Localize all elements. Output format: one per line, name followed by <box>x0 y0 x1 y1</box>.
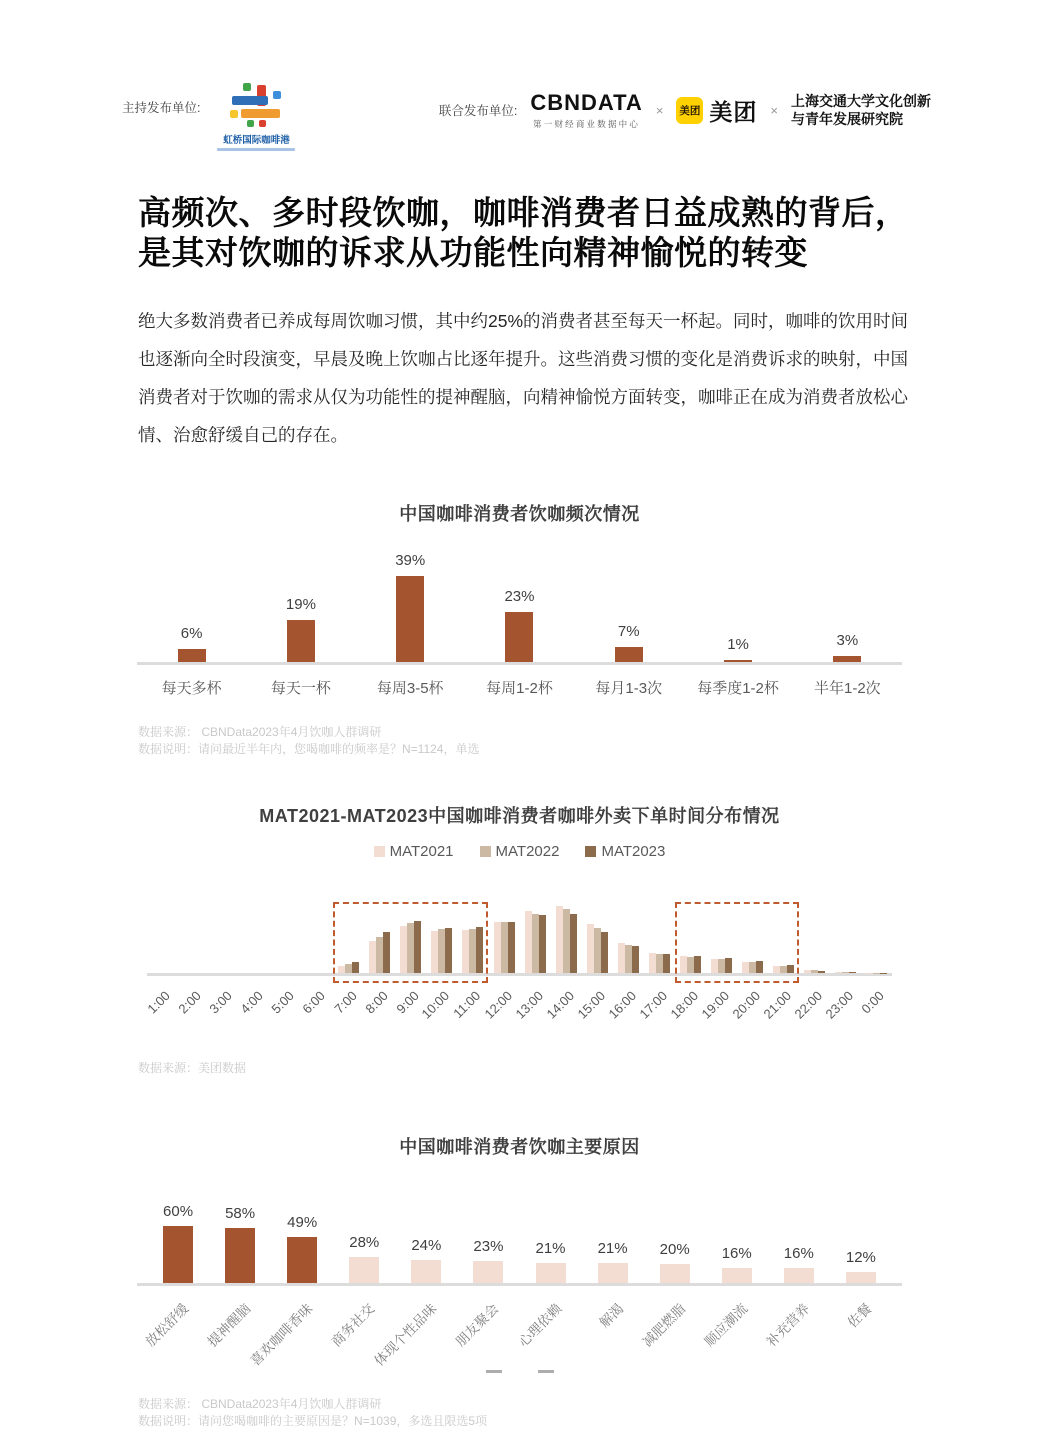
bar-column <box>830 1249 892 1283</box>
legend-swatch <box>585 846 596 857</box>
legend-item <box>585 843 665 860</box>
bar <box>598 1263 628 1283</box>
joint-publisher-block <box>439 82 931 130</box>
logo-green-square <box>243 83 251 91</box>
x-axis-tick <box>142 1290 209 1374</box>
bar <box>570 914 577 973</box>
x-axis-tick <box>206 980 240 1034</box>
bar <box>818 971 825 974</box>
bar <box>508 922 515 974</box>
bar-column <box>271 1214 333 1284</box>
bar <box>532 914 539 974</box>
bar <box>849 972 856 973</box>
chart-frequency-section <box>0 500 1039 758</box>
hongqiao-logo-text: 虹桥国际咖啡港 <box>223 135 290 146</box>
x-axis-label: 23:00 <box>822 988 857 1022</box>
sjtu-institute-logo <box>791 92 931 128</box>
bar <box>842 972 849 973</box>
x-axis-label: 每天多杯 <box>161 680 222 698</box>
x-axis-tick <box>453 1290 519 1374</box>
x-axis-labels <box>142 1290 892 1374</box>
bar <box>804 970 811 973</box>
x-axis-label: 心理依赖 <box>515 1301 564 1350</box>
bar <box>660 1264 690 1283</box>
legend-label: MAT2022 <box>495 843 560 861</box>
highlight-box <box>333 902 488 983</box>
x-axis-label: 9:00 <box>393 988 422 1017</box>
legend-item <box>374 843 454 860</box>
joint-publisher-label: 联合发布单位: <box>438 104 518 118</box>
x-axis-line <box>137 662 902 665</box>
bar-value-label: 58% <box>225 1205 256 1223</box>
bar <box>556 906 563 973</box>
x-axis-label: 13:00 <box>512 988 546 1022</box>
host-publisher-label: 主持发布单位: <box>122 101 201 115</box>
bar <box>835 972 842 973</box>
x-axis-label: 半年1-2次 <box>813 680 881 698</box>
hongqiao-logo-subtext <box>217 148 295 151</box>
bar <box>501 922 508 973</box>
bar <box>722 1268 752 1283</box>
bar-value-label: 23% <box>473 1238 504 1256</box>
chart-notes <box>138 1396 1039 1430</box>
x-axis-label: 朋友聚会 <box>453 1301 502 1350</box>
bar-column <box>574 623 683 662</box>
meituan-wordmark: 美团 <box>709 98 758 125</box>
x-axis-label: 佐餐 <box>844 1301 875 1331</box>
x-axis-label: 21:00 <box>760 988 795 1022</box>
logo-orange-bar <box>241 109 280 118</box>
host-publisher-block <box>122 82 298 151</box>
x-axis-labels <box>137 677 902 698</box>
x-axis-label: 22:00 <box>791 988 826 1022</box>
bar <box>724 660 752 662</box>
x-axis-tick <box>822 980 861 1034</box>
bar-group <box>799 970 830 973</box>
x-axis-label: 6:00 <box>299 988 329 1017</box>
bar-value-label: 49% <box>287 1213 318 1231</box>
x-axis-tick <box>237 980 271 1034</box>
bar-column <box>147 1203 209 1283</box>
chart-title: MAT2021-MAT2023中国咖啡消费者咖啡外卖下单时间分布情况 <box>259 806 780 827</box>
x-axis-tick <box>763 1290 830 1374</box>
x-axis-tick <box>361 980 395 1034</box>
bar-column <box>644 1241 706 1283</box>
data-description-note: 数据说明：请问最近半年内，您喝咖啡的频率是？N=1124，单选 <box>138 742 480 757</box>
bar <box>178 649 206 662</box>
x-axis-label: 10:00 <box>418 988 453 1022</box>
bar-value-label: 6% <box>180 625 203 642</box>
chart-legend <box>0 843 1039 860</box>
bar <box>563 909 570 973</box>
bar <box>656 954 663 973</box>
sjtu-line2: 与青年发展研究院 <box>791 111 903 127</box>
bar-value-label: 39% <box>395 552 426 570</box>
x-axis-label: 20:00 <box>729 988 764 1022</box>
x-axis-tick <box>175 980 209 1034</box>
x-axis-label: 17:00 <box>636 988 670 1022</box>
x-axis-label: 5:00 <box>268 988 298 1017</box>
bar-column <box>246 596 355 662</box>
x-axis-label: 8:00 <box>361 988 391 1017</box>
x-axis-label: 15:00 <box>574 988 608 1022</box>
chart-notes <box>138 724 1039 758</box>
bar-value-label: 21% <box>535 1240 566 1258</box>
logo-green-square <box>247 120 254 127</box>
chart-reasons-section <box>0 1133 1039 1430</box>
bar-value-label: 12% <box>845 1248 876 1266</box>
chart-title: 中国咖啡消费者饮咖主要原因 <box>399 1137 640 1158</box>
legend-swatch <box>374 846 385 857</box>
page-title-line2: 是其对饮咖的诉求从功能性向精神愉悦的转变 <box>138 233 808 271</box>
x-axis-label: 19:00 <box>698 988 732 1022</box>
bar-value-label: 21% <box>597 1240 628 1258</box>
bar <box>225 1228 255 1283</box>
bar <box>473 1261 503 1283</box>
bar-column <box>465 588 574 663</box>
x-axis-label: 喜欢咖啡香味 <box>247 1301 316 1369</box>
x-axis-tick <box>247 1290 333 1374</box>
bar <box>287 620 315 662</box>
page-title <box>138 193 939 272</box>
bar <box>396 576 424 662</box>
page-footer <box>0 1370 1039 1373</box>
sjtu-line1: 上海交通大学文化创新 <box>791 92 931 109</box>
x-axis-label: 3:00 <box>206 988 236 1017</box>
x-separator: × <box>655 102 664 118</box>
bar <box>349 1257 379 1284</box>
bar-group <box>489 922 520 974</box>
bar <box>494 922 501 973</box>
chart-title: 中国咖啡消费者饮咖频次情况 <box>399 504 640 525</box>
x-axis-tick <box>268 980 302 1034</box>
bar <box>505 612 533 663</box>
bar-column <box>457 1238 519 1283</box>
x-axis-label: 16:00 <box>605 988 639 1022</box>
x-axis-label: 18:00 <box>667 988 701 1022</box>
bar <box>632 946 639 973</box>
x-axis-tick <box>299 980 333 1034</box>
bar-column <box>519 1240 581 1283</box>
x-separator: × <box>770 102 778 118</box>
x-axis-tick <box>144 980 178 1034</box>
bar <box>618 943 625 974</box>
bar-column <box>209 1205 271 1283</box>
chart-time-distribution-section <box>0 802 1039 1077</box>
bar-value-label: 7% <box>617 622 640 640</box>
bar-value-label: 28% <box>349 1233 380 1251</box>
bar-group <box>644 953 675 973</box>
legend-label: MAT2023 <box>601 843 666 861</box>
logo-blue-square <box>273 91 281 99</box>
x-axis-label: 2:00 <box>175 988 205 1017</box>
x-axis-tick <box>701 1290 768 1374</box>
x-axis-label: 补充营养 <box>763 1301 813 1350</box>
intro-paragraph: 绝大多数消费者已养成每周饮咖习惯，其中约25%的消费者甚至每天一杯起。同时，咖啡的饮用时间也逐渐向全时段演变，早晨及晚上饮咖占比逐年提升。这些消费习惯的变化是消费诉求的映射，中国消费者对于饮咖的需求从仅为功能性的提神醒脑，向精神愉悦方面转变，咖啡正在成为消费者放松心情、治愈舒缓自己的存在。 <box>138 311 909 446</box>
cbndata-wordmark: CBNDATA <box>530 90 643 115</box>
x-axis-label: 7:00 <box>330 988 360 1017</box>
bar <box>163 1226 193 1283</box>
bar-group <box>613 943 644 974</box>
x-axis-tick <box>515 1290 581 1374</box>
bar <box>525 911 532 973</box>
data-description-note: 数据说明：请问您喝咖啡的主要原因是？N=1039，多选且限选5项 <box>138 1414 488 1429</box>
x-axis-tick <box>582 1290 644 1374</box>
bar-value-label: 16% <box>783 1245 814 1262</box>
x-axis-label: 4:00 <box>237 988 267 1017</box>
bar <box>625 945 632 974</box>
bar-plot-area <box>147 1189 892 1283</box>
bar-column <box>768 1245 830 1283</box>
x-axis-label: 每季度1-2杯 <box>697 680 779 698</box>
bar-value-label: 1% <box>727 636 749 653</box>
legend-item <box>480 843 560 860</box>
bar <box>615 647 643 662</box>
x-axis-tick <box>330 980 364 1034</box>
logo-red-square <box>259 120 266 127</box>
bar-value-label: 20% <box>659 1241 690 1259</box>
data-source-note: 数据来源：美团数据 <box>138 1061 247 1076</box>
meituan-logo <box>676 94 757 127</box>
x-axis-label: 12:00 <box>481 988 515 1022</box>
bar-value-label: 16% <box>721 1245 752 1262</box>
x-axis-tick <box>858 980 892 1034</box>
x-axis-label: 1:00 <box>144 988 174 1017</box>
bar <box>287 1237 317 1284</box>
x-axis-label: 14:00 <box>543 988 577 1022</box>
page-header <box>0 0 1039 151</box>
x-axis-label: 体现个性品味 <box>371 1301 440 1369</box>
bar <box>539 915 546 973</box>
footer-dash <box>538 1370 554 1373</box>
hongqiao-coffee-port-logo <box>214 82 298 151</box>
cbndata-subtitle: 第一财经商业数据中心 <box>533 119 641 129</box>
bar-column <box>395 1237 457 1283</box>
cbndata-logo <box>530 90 643 130</box>
bar-column <box>137 625 246 662</box>
bar <box>411 1260 441 1283</box>
bar-column <box>356 552 465 662</box>
legend-label: MAT2021 <box>389 843 454 861</box>
bar <box>663 954 670 973</box>
x-axis-label: 11:00 <box>450 988 484 1022</box>
x-axis-label: 每天一杯 <box>270 680 331 698</box>
bar-column <box>683 636 792 662</box>
bar <box>846 1272 876 1283</box>
bar-value-label: 23% <box>504 587 535 605</box>
legend-swatch <box>480 846 491 857</box>
bar <box>594 928 601 973</box>
x-axis-label: 放松舒缓 <box>142 1301 192 1350</box>
bar-value-label: 3% <box>836 631 859 649</box>
bar <box>649 953 656 973</box>
bar-value-label: 60% <box>163 1203 194 1221</box>
bar <box>811 970 818 973</box>
x-axis-label: 商务社交 <box>328 1301 378 1350</box>
x-axis-label: 每周3-5杯 <box>376 680 444 698</box>
x-axis-label: 减肥燃脂 <box>639 1301 689 1350</box>
x-axis-line <box>137 1283 902 1286</box>
bar-group <box>520 911 551 973</box>
bar-chart-frequency <box>137 534 902 698</box>
footer-dash <box>486 1370 502 1373</box>
bar-column <box>706 1245 768 1283</box>
data-source-note: 数据来源： CBNData2023年4月饮咖人群调研 <box>138 725 382 740</box>
x-axis-tick <box>830 1290 892 1374</box>
data-source-note: 数据来源： CBNData2023年4月饮咖人群调研 <box>138 1397 382 1412</box>
meituan-badge-icon: 美团 <box>676 97 703 124</box>
x-axis-label: 解渴 <box>596 1301 627 1331</box>
grouped-bar-plot-area <box>147 886 892 976</box>
bar <box>601 932 608 974</box>
bar-column <box>582 1240 644 1283</box>
bar-value-label: 24% <box>411 1237 442 1255</box>
chart-notes <box>138 1060 1039 1077</box>
logo-blue-bar <box>232 96 268 105</box>
logo-yellow-square <box>230 110 238 118</box>
bar <box>587 924 594 974</box>
x-axis-tick <box>639 1290 706 1374</box>
hongqiao-hash-icon <box>228 82 284 128</box>
highlight-box <box>675 902 799 983</box>
x-axis-label: 0:00 <box>858 988 888 1017</box>
bar <box>833 656 861 663</box>
x-axis-label: 顺应潮流 <box>701 1301 751 1350</box>
bar-group <box>830 972 861 973</box>
x-axis-label: 每周1-2杯 <box>486 680 553 698</box>
page-title-line1: 高频次、多时段饮咖，咖啡消费者日益成熟的背后， <box>138 194 909 231</box>
bar-plot-area <box>137 534 902 662</box>
x-axis-labels <box>144 980 892 1034</box>
bar-column <box>793 632 902 663</box>
x-axis-label: 提神醒脑 <box>204 1301 254 1350</box>
bar-group <box>551 906 582 973</box>
bar-value-label: 19% <box>285 596 316 614</box>
bar-group <box>582 924 613 974</box>
bar-column <box>333 1234 395 1284</box>
bar <box>784 1268 814 1283</box>
x-axis-tick <box>371 1290 457 1374</box>
bar <box>536 1263 566 1283</box>
x-axis-label: 每月1-3次 <box>595 680 663 698</box>
